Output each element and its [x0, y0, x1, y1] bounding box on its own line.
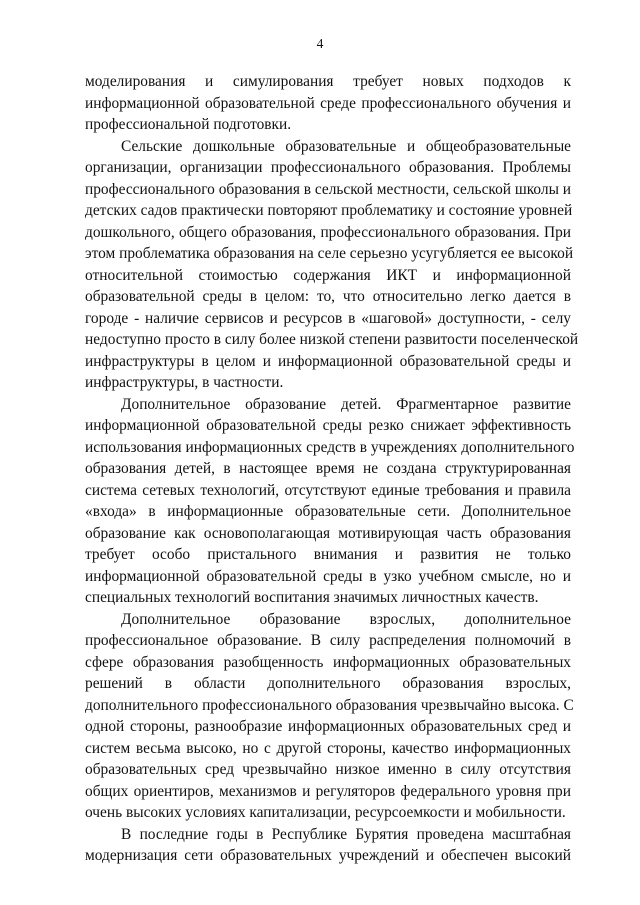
text-line: профессиональное образование. В силу распределения полномочий в [85, 632, 571, 649]
text-line: использования информационных средств в учреждениях дополнительного [85, 438, 575, 456]
text-line: Дополнительное образование взрослых, дополнительное [121, 610, 571, 628]
text-line: Сельские дошкольные образовательные и общеобразовательные [121, 137, 571, 155]
text-line: образовательной среды в целом: то, что относительно легко дается в [85, 288, 571, 305]
text-line: моделирования и симулирования требует новых подходов к [85, 73, 571, 90]
paragraph-5 [85, 824, 571, 867]
paragraph-2 [85, 136, 579, 394]
text-line: профессиональной подготовки. [85, 116, 292, 133]
text-line: дополнительного профессионального образования чрезвычайно высока. С [85, 696, 574, 714]
paragraph-3 [85, 394, 575, 609]
text-line: модернизация сети образовательных учреждений и обеспечен высокий [85, 847, 571, 864]
text-line: дошкольного, общего образования, профессионального образования. При [85, 223, 571, 241]
paragraph-4 [85, 609, 574, 824]
paragraph-1 [85, 71, 571, 136]
text-line: образование как основополагающая мотивирующая часть образования [85, 524, 571, 542]
text-line: общих ориентиров, механизмов и регуляторов федерального уровня при [85, 782, 571, 800]
text-line: информационной образовательной среде профессионального обучения и [85, 94, 571, 112]
text-line: организации, организации профессионального образования. Проблемы [85, 159, 571, 176]
text-line: образовательных сред чрезвычайно низкое именно в силу отсутствия [85, 761, 571, 778]
document-body [85, 71, 579, 867]
text-line: информационной образовательной среды резко снижает эффективность [85, 417, 571, 434]
text-line: инфраструктуры, в частности. [85, 374, 284, 391]
text-line: этом проблематика образования на селе серьезно усугубляется ее высокой [85, 245, 574, 262]
text-line: информационной образовательной среды в узко учебном смысле, но и [85, 567, 571, 585]
text-line: решений в области дополнительного образования взрослых, [85, 675, 571, 692]
text-line: Дополнительное образование детей. Фрагментарное развитие [121, 395, 571, 413]
text-line: специальных технологий воспитания значимых личностных качеств. [85, 589, 539, 606]
text-line: детских садов практически повторяют проблематику и состояние уровней [85, 202, 573, 219]
text-line: относительной стоимостью содержания ИКТ и информационной [85, 266, 571, 284]
text-line: одной стороны, разнообразие информационных образовательных сред и [85, 718, 571, 735]
text-line: В последние годы в Республике Бурятия проведена масштабная [121, 825, 571, 843]
text-line: сфере образования разобщенность информационных образовательных [85, 653, 571, 671]
text-line: образования детей, в настоящее время не создана структурированная [85, 460, 571, 477]
text-line: недоступно просто в силу более низкой степени развитости поселенческой [85, 331, 579, 348]
text-line: «входа» в информационные образовательные сети. Дополнительное [85, 503, 571, 520]
text-line: инфраструктуры в целом и информационной образовательной среды и [85, 352, 571, 370]
page-number: 4 [316, 36, 324, 51]
text-line: требует особо пристального внимания и развития не только [85, 546, 571, 563]
text-line: система сетевых технологий, отсутствуют единые требования и правила [85, 481, 571, 499]
text-line: очень высоких условиях капитализации, ресурсоемкости и мобильности. [85, 804, 566, 821]
text-line: профессионального образования в сельской местности, сельской школы и [85, 180, 572, 198]
text-line: систем весьма высоко, но с другой стороны, качество информационных [85, 739, 571, 757]
text-line: городе - наличие сервисов и ресурсов в «шаговой» доступности, - селу [85, 309, 571, 327]
